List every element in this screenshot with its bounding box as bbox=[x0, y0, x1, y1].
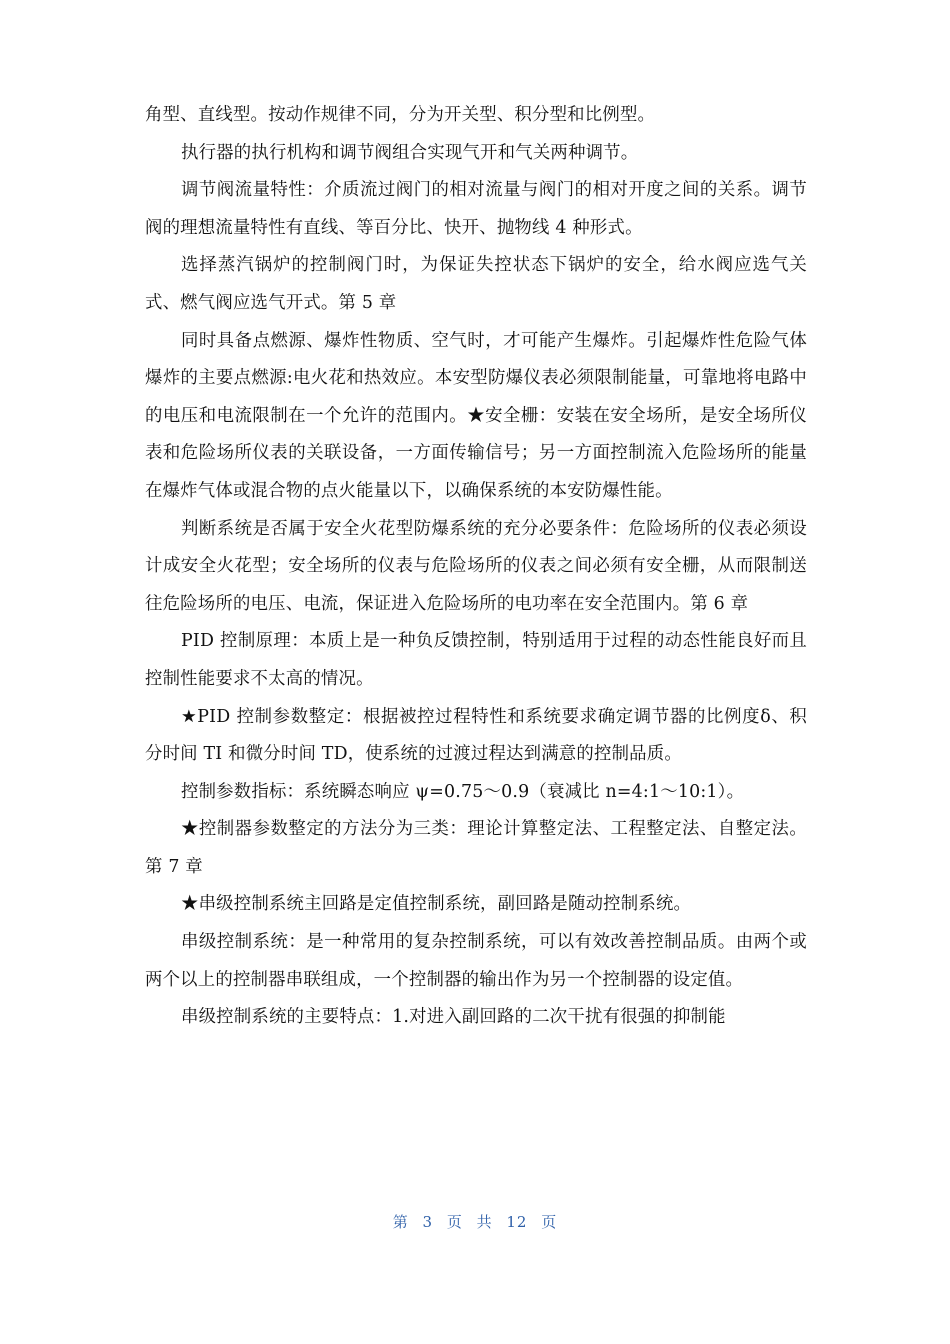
paragraph-10: ★控制器参数整定的方法分为三类：理论计算整定法、工程整定法、自整定法。第 7 章 bbox=[145, 819, 807, 877]
paragraph-9: 控制参数指标：系统瞬态响应 ψ=0.75～0.9（衰减比 n=4:1～10:1）。 bbox=[181, 781, 745, 802]
paragraph-6: 判断系统是否属于安全火花型防爆系统的充分必要条件：危险场所的仪表必须设计成安全火花型；安全场所的仪表与危险场所的仪表之间必须有安全栅，从而限制送往危险场所的电压、电流，保证进入危险场所的电功率在安全范围内。第 6 章 bbox=[145, 518, 807, 614]
paragraph-4: 选择蒸汽锅炉的控制阀门时，为保证失控状态下锅炉的安全，给水阀应选气关式、燃气阀应选气开式。第 5 章 bbox=[145, 255, 807, 313]
paragraph-3: 调节阀流量特性：介质流过阀门的相对流量与阀门的相对开度之间的关系。调节阀的理想流量特性有直线、等百分比、快开、抛物线 4 种形式。 bbox=[145, 180, 807, 238]
paragraph-12: 串级控制系统：是一种常用的复杂控制系统，可以有效改善控制品质。由两个或两个以上的控制器串联组成，一个控制器的输出作为另一个控制器的设定值。 bbox=[145, 932, 807, 990]
paragraph-5: 同时具备点燃源、爆炸性物质、空气时，才可能产生爆炸。引起爆炸性危险气体爆炸的主要点燃源:电火花和热效应。本安型防爆仪表必须限制能量，可靠地将电路中的电压和电流限制在一个允许的范围内。★安全栅：安装在安全场所，是安全场所仪表和危险场所仪表的关联设备，一方面传输信号；另一方面控制流入危险场所的能量在爆炸气体或混合物的点火能量以下，以确保系统的本安防爆性能。 bbox=[145, 330, 807, 501]
paragraph-8: ★PID 控制参数整定：根据被控过程特性和系统要求确定调节器的比例度δ、积分时间 TI 和微分时间 TD，使系统的过渡过程达到满意的控制品质。 bbox=[145, 706, 807, 765]
paragraph-7: PID 控制原理：本质上是一种负反馈控制，特别适用于过程的动态性能良好而且控制性能要求不太高的情况。 bbox=[145, 631, 807, 689]
paragraph-11: ★串级控制系统主回路是定值控制系统，副回路是随动控制系统。 bbox=[181, 894, 692, 915]
paragraph-13: 串级控制系统的主要特点：1.对进入副回路的二次干扰有很强的抑制能 bbox=[181, 1007, 726, 1028]
paragraph-2: 执行器的执行机构和调节阀组合实现气开和气关两种调节。 bbox=[181, 142, 639, 163]
paragraph-1: 角型、直线型。按动作规律不同，分为开关型、积分型和比例型。 bbox=[145, 105, 656, 125]
document-body bbox=[145, 97, 807, 1037]
page-number-footer: 第 3 页 共 12 页 bbox=[392, 1213, 558, 1231]
